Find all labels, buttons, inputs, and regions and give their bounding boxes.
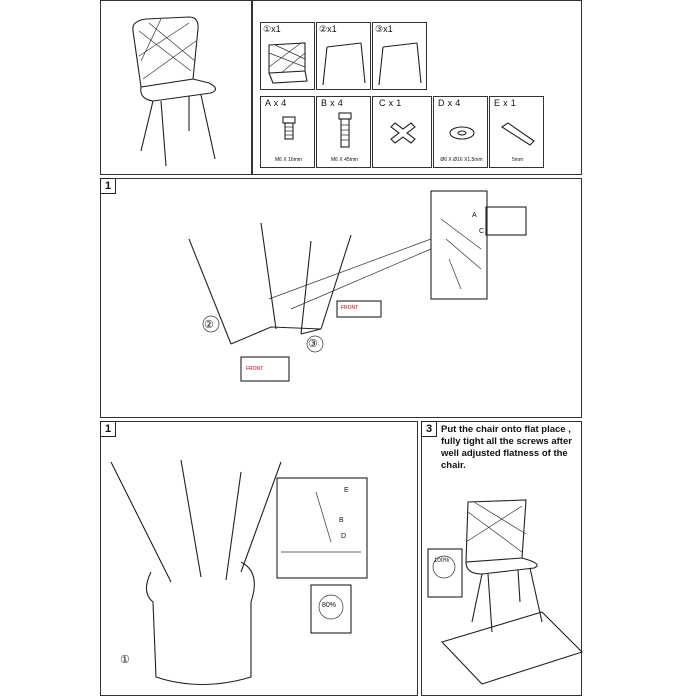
hardware-e-label: E x 1 — [494, 98, 517, 108]
seat-1-callout: ① — [120, 654, 130, 666]
percent-100-label: 100% — [434, 558, 450, 564]
hardware-a-label: A x 4 — [265, 98, 287, 108]
leg-3-callout: ③ — [308, 338, 318, 350]
step-3-instruction: Put the chair onto flat place , fully tight all the screws after well adjusted flatness of the chair. — [441, 424, 572, 471]
percent-80-label: 80% — [322, 602, 337, 609]
part-2-cell — [316, 22, 371, 90]
step-1b-number: 1 — [100, 421, 116, 437]
hardware-b-cell — [316, 96, 371, 168]
part-2-label: ②x1 — [319, 24, 337, 34]
hardware-e-cell — [489, 96, 544, 168]
letter-d-callout: D — [341, 533, 347, 540]
seat-icon — [261, 23, 316, 91]
step-1-leg-assembly-drawing — [101, 179, 583, 419]
letter-b-callout: B — [339, 517, 344, 524]
hardware-a-spec: M6 X 16mm — [275, 157, 302, 163]
step-1a-number: 1 — [100, 178, 116, 194]
assembled-chair-drawing — [101, 1, 253, 176]
part-3-label: ③x1 — [375, 24, 393, 34]
hardware-b-spec: M6 X 45mm — [331, 157, 358, 163]
leg-frame-3-icon — [373, 23, 428, 91]
hardware-d-cell — [433, 96, 488, 168]
cross-plate-icon — [373, 97, 433, 169]
step-1-panel-top — [100, 178, 582, 418]
part-1-cell — [260, 22, 315, 90]
step-1-seat-attach-drawing — [101, 422, 419, 697]
hardware-c-label: C x 1 — [379, 98, 402, 108]
part-1-label: ①x1 — [263, 24, 281, 34]
front-label-a: FRONT — [341, 305, 359, 311]
leg-frame-2-icon — [317, 23, 372, 91]
hardware-d-spec: Ø6 X Ø16 X1.5mm — [440, 157, 483, 163]
letter-c-callout: C — [479, 228, 485, 235]
letter-a-callout: A — [472, 212, 477, 219]
chair-overview-panel — [100, 0, 252, 175]
hardware-a-cell — [260, 96, 315, 168]
step-1-panel-bottom — [100, 421, 418, 696]
front-label-b: FRONT — [246, 366, 264, 372]
step-3-number: 3 — [421, 421, 437, 437]
hardware-b-label: B x 4 — [321, 98, 344, 108]
hardware-c-cell — [372, 96, 432, 168]
hardware-e-spec: 5mm — [511, 157, 524, 163]
leg-2-callout: ② — [204, 319, 214, 331]
part-3-cell — [372, 22, 427, 90]
letter-e-callout: E — [344, 487, 349, 494]
hardware-d-label: D x 4 — [438, 98, 461, 108]
